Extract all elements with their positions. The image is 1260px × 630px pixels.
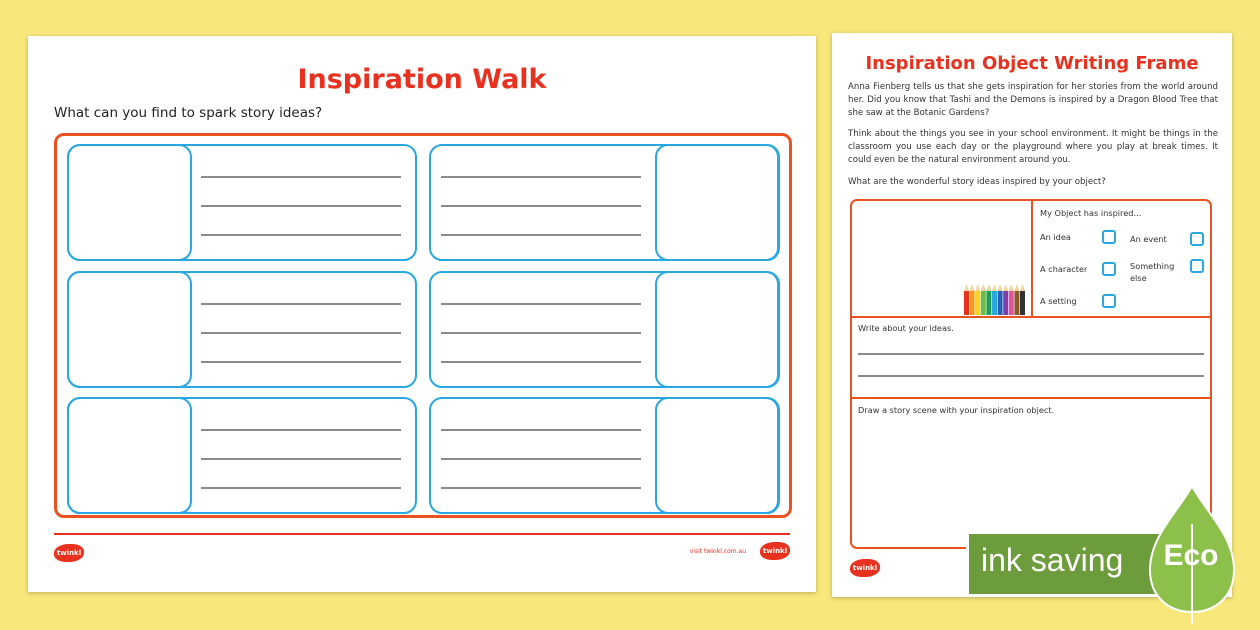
draw-prompt: Draw a story scene with your inspiration object. [858,405,1055,415]
drawing-box [67,271,192,388]
cards-frame [54,133,792,518]
pencil-body [1003,291,1008,315]
intro-paragraph: Anna Fienberg tells us that she gets inspiration for her stories from the world around her. Did you know that Tashi and the Demons is inspired by a Dragon Blood Tree that she saw at the Botanic Gardens? [848,82,1218,118]
pencil-tip [981,284,986,291]
observation-card [67,271,417,388]
pencil-body [975,291,980,315]
instructions-paragraph: Think about the things you see in your school environment. It might be things in the classroom you use each day or the playground where you play at break times. It could even be the natural environment around you. [848,129,1218,165]
pencil-tip [975,284,980,291]
page-title: Inspiration Object Writing Frame [865,53,1199,74]
prompt-text: What are the wonderful story ideas inspired by your object? [848,177,1106,187]
pencil-tip [1003,284,1008,291]
writing-line [441,176,641,178]
pencil-body [1009,291,1014,315]
pencil-body [998,291,1003,315]
option-label-character: A character [1040,264,1088,274]
eco-word: Eco [1163,539,1219,572]
pencil-body [970,291,975,315]
coloured-pencils-icon [962,283,1030,315]
writing-line [441,487,641,489]
observation-card [429,271,779,388]
pencil-tip [1009,284,1014,291]
pencil-tip [998,284,1003,291]
page-title: Inspiration Walk [297,64,547,95]
divider [852,397,1210,399]
pencil-tip [1014,284,1019,291]
writing-line [441,234,641,236]
writing-line [441,429,641,431]
write-prompt: Write about your ideas. [858,323,954,333]
option-label-something-else: Something else [1130,261,1175,283]
checkbox-something-else[interactable] [1190,259,1204,273]
writing-line [858,375,1204,377]
option-label-setting: A setting [1040,296,1077,306]
writing-line [201,487,401,489]
option-label-idea: An idea [1040,232,1071,242]
writing-line [201,303,401,305]
observation-card [67,144,417,261]
drawing-box [655,271,780,388]
writing-line [201,176,401,178]
pencil-body [986,291,991,315]
writing-line [441,458,641,460]
pencil-body [1014,291,1019,315]
pencil-tip [970,284,975,291]
drawing-box [67,397,192,514]
checkbox-character[interactable] [1102,262,1116,276]
pencil-tip [1020,284,1025,291]
writing-line [441,332,641,334]
ink-saving-label: ink saving [981,542,1124,578]
divider [852,316,1210,318]
observation-card [429,144,779,261]
pencil-tip [986,284,991,291]
inspired-heading: My Object has inspired... [1040,208,1142,218]
pencil-tip [992,284,997,291]
writing-line [201,458,401,460]
writing-line [201,332,401,334]
twinkl-logo: twinkl [850,559,880,577]
writing-line [201,205,401,207]
pencil-tip [964,284,969,291]
writing-line [201,429,401,431]
twinkl-stamp-icon: twinkl [760,542,790,560]
writing-line [858,353,1204,355]
option-label-event: An event [1130,234,1167,244]
drawing-box [67,144,192,261]
inspiration-walk-sheet [28,36,816,592]
pencil-body [992,291,997,315]
pencil-body [964,291,969,315]
observation-card [429,397,779,514]
footer-url: visit twinkl.com.au [689,548,746,555]
drawing-box [655,397,780,514]
checkbox-idea[interactable] [1102,230,1116,244]
sheet-question: What can you find to spark story ideas? [54,105,323,121]
twinkl-logo: twinkl [54,544,84,562]
writing-line [441,303,641,305]
pencil-body [981,291,986,315]
drawing-box [655,144,780,261]
checkbox-event[interactable] [1190,232,1204,246]
checkbox-setting[interactable] [1102,294,1116,308]
writing-line [441,361,641,363]
pencil-body [1020,291,1025,315]
writing-line [441,205,641,207]
divider [1031,201,1033,318]
writing-line [201,361,401,363]
footer-rule [54,533,790,535]
observation-card [67,397,417,514]
writing-line [201,234,401,236]
